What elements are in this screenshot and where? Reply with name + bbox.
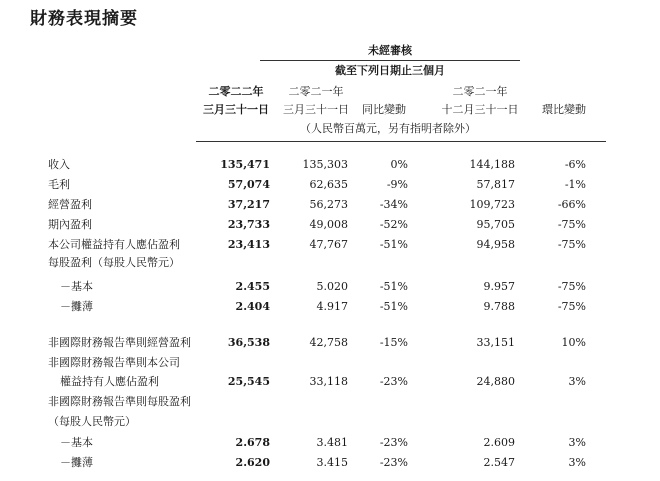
table-row: [0, 176, 660, 194]
table-row: [0, 334, 660, 352]
table-row: [0, 393, 660, 411]
col1-date: 三月三十一日: [203, 103, 269, 116]
cell-2021q1: 33,118: [309, 375, 348, 388]
cell-yoy: 0%: [390, 158, 408, 171]
row-label: 非國際財務報告準則經營盈利: [48, 336, 191, 349]
cell-2022q1: 2.455: [235, 280, 270, 293]
col5-label: 環比變動: [542, 103, 586, 116]
cell-qoq: -66%: [557, 198, 586, 211]
cell-2021q1: 49,008: [309, 218, 348, 231]
cell-2022q1: 23,413: [227, 238, 270, 251]
cell-2021q1: 56,273: [309, 198, 348, 211]
row-label: 本公司權益持有人應佔盈利: [48, 238, 180, 251]
cell-2021q1: 47,767: [309, 238, 348, 251]
cell-yoy: -51%: [379, 300, 408, 313]
cell-qoq: 3%: [568, 456, 586, 469]
table-row: [0, 156, 660, 174]
cell-yoy: -52%: [379, 218, 408, 231]
row-label: －基本: [60, 436, 93, 449]
table-row: [0, 216, 660, 234]
cell-qoq: -1%: [564, 178, 586, 191]
table-row: [0, 236, 660, 254]
cell-2021q4: 95,705: [476, 218, 515, 231]
row-label: （每股人民幣元）: [48, 415, 136, 428]
cell-qoq: -75%: [557, 280, 586, 293]
row-label: －基本: [60, 280, 93, 293]
cell-qoq: -75%: [557, 238, 586, 251]
table-row: [0, 434, 660, 452]
row-label: 毛利: [48, 178, 70, 191]
cell-yoy: -15%: [379, 336, 408, 349]
unit-note: （人民幣百萬元，另有指明者除外）: [300, 122, 476, 135]
cell-2022q1: 37,217: [227, 198, 270, 211]
col1-year: 二零二二年: [208, 85, 264, 98]
cell-yoy: -23%: [379, 456, 408, 469]
table-row: [0, 354, 660, 372]
cell-2021q4: 144,188: [469, 158, 515, 171]
cell-yoy: -9%: [386, 178, 408, 191]
header-rule: [260, 60, 520, 61]
cell-2021q4: 109,723: [469, 198, 515, 211]
cell-2021q4: 2.609: [483, 436, 515, 449]
cell-2021q1: 135,303: [302, 158, 348, 171]
cell-2021q4: 57,817: [476, 178, 515, 191]
cell-yoy: -23%: [379, 436, 408, 449]
cell-2021q1: 3.415: [316, 456, 348, 469]
cell-qoq: -75%: [557, 218, 586, 231]
cell-2021q4: 33,151: [476, 336, 515, 349]
cell-2022q1: 2.678: [235, 436, 270, 449]
cell-qoq: -75%: [557, 300, 586, 313]
col2-year: 二零二一年: [288, 85, 344, 98]
unaudited-label: 未經審核: [368, 44, 412, 57]
cell-2021q4: 24,880: [476, 375, 515, 388]
row-label: 收入: [48, 158, 70, 171]
table-row: [0, 373, 660, 391]
cell-yoy: -51%: [379, 238, 408, 251]
cell-qoq: 10%: [561, 336, 586, 349]
row-label: 期內盈利: [48, 218, 92, 231]
table-row: [0, 413, 660, 431]
row-label: 經營盈利: [48, 198, 92, 211]
row-label: 權益持有人應佔盈利: [60, 375, 159, 388]
cell-2022q1: 25,545: [227, 375, 270, 388]
col4-year: 二零二一年: [452, 85, 508, 98]
table-row: [0, 254, 660, 272]
header-bottom-rule: [196, 141, 606, 142]
cell-2021q4: 94,958: [476, 238, 515, 251]
cell-2021q4: 9.788: [483, 300, 515, 313]
cell-2022q1: 36,538: [227, 336, 270, 349]
table-row: [0, 454, 660, 472]
col2-date: 三月三十一日: [283, 103, 349, 116]
cell-2022q1: 135,471: [220, 158, 270, 171]
table-row: [0, 196, 660, 214]
row-label: 每股盈利（每股人民幣元）: [48, 256, 180, 269]
table-row: [0, 298, 660, 316]
cell-qoq: -6%: [564, 158, 586, 171]
cell-2022q1: 2.404: [235, 300, 270, 313]
cell-2022q1: 23,733: [227, 218, 270, 231]
col3-label: 同比變動: [362, 103, 406, 116]
row-label: －攤薄: [60, 456, 93, 469]
cell-yoy: -34%: [379, 198, 408, 211]
row-label: 非國際財務報告準則本公司: [48, 356, 180, 369]
cell-2021q1: 42,758: [309, 336, 348, 349]
cell-2021q4: 9.957: [483, 280, 515, 293]
cell-qoq: 3%: [568, 436, 586, 449]
cell-2022q1: 57,074: [227, 178, 270, 191]
cell-2021q1: 5.020: [316, 280, 348, 293]
row-label: －攤薄: [60, 300, 93, 313]
cell-2021q1: 3.481: [316, 436, 348, 449]
row-label: 非國際財務報告準則每股盈利: [48, 395, 191, 408]
col4-date: 十二月三十一日: [441, 103, 519, 116]
period-label: 截至下列日期止三個月: [335, 64, 445, 77]
cell-yoy: -51%: [379, 280, 408, 293]
page-title: 財務表現摘要: [30, 9, 138, 29]
cell-qoq: 3%: [568, 375, 586, 388]
cell-2021q4: 2.547: [483, 456, 515, 469]
cell-2021q1: 4.917: [316, 300, 348, 313]
cell-yoy: -23%: [379, 375, 408, 388]
cell-2021q1: 62,635: [309, 178, 348, 191]
table-row: [0, 278, 660, 296]
cell-2022q1: 2.620: [235, 456, 270, 469]
